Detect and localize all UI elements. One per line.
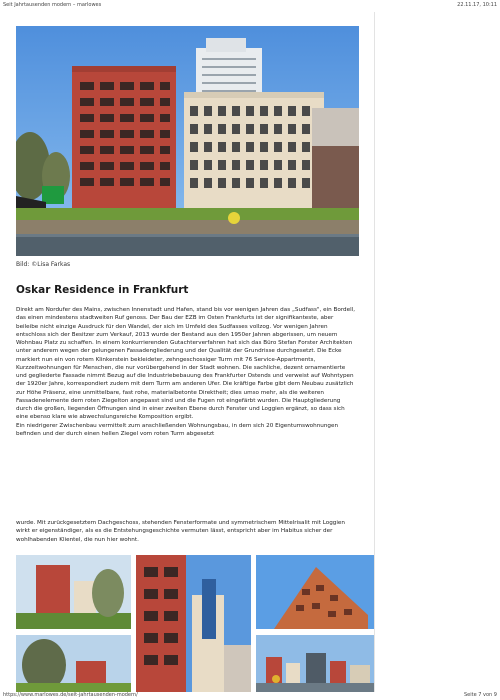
paragraph: Ein niedrigerer Zwischenbau vermittelt zum anschließenden Wohnungsbau, in dem sich 20 Eigentumswohnungen befinden und der durch einen hellen Ziegel vom roten Turm abgesetzt xyxy=(16,422,339,437)
article-body-continued: wurde. Mit zurückgesetztem Dachgeschoss, stehenden Fensterformate und symmetrischem Mittelrisalit mit Loggien wirkt er eigenständiger, als es die Entstehungsgeschichte vermuten lässt, entspricht aber im Habitus sicher der wohlhabenden Klientel, die nun hier wohnt. xyxy=(16,520,345,543)
print-footer-page: Seite 7 von 9 xyxy=(464,692,497,698)
article-page xyxy=(8,12,375,692)
gallery-photo[interactable] xyxy=(16,555,131,629)
gallery-photo[interactable] xyxy=(136,555,251,692)
print-footer xyxy=(0,690,500,700)
print-header xyxy=(0,0,500,10)
print-header-datetime: 22.11.17, 10:11 xyxy=(457,2,497,8)
gallery-photo[interactable] xyxy=(256,555,374,629)
article-body xyxy=(16,306,356,438)
paragraph: Direkt am Nordufer des Mains, zwischen Innenstadt und Hafen, stand bis vor wenigen Jahren das „Sudfass", ein Bordell, das einen mindestens stadtweiten Ruf genoss. Der Bau der EZB im Osten Frankfurts ist der signifikanteste, aber beileibe nicht einzige Ausdruck für den Wandel, der sich im Umfeld des Sudfasses vollzog. Vor wenigen Jahren entschloss sich der Besitzer zum Verkauf, 2013 wurde der Bestand aus den 1950er Jahren abgerissen, um neuem Wohnbau Platz zu schaffen. In einem konkurrierenden Gutachterverfahren hat sich das Büro Stefan Forster Architekten unter anderem wegen der gelungenen Fassadengliederung und der Qualität der Grundrisse durchgesetzt. Die Ecke markiert nun ein von rotem Klinkerstein bekleideter, zehngeschossiger Turm mit 76 Service-Appartments, Kurzzeitwohnungen für Menschen, die nur vorübergehend in der Stadt wohnen. Die sachliche, dezent ornamentierte und gegliederte Fassade nimmt Bezug auf die Industriebebauung des Frankfurter Ostends und verweist auf Wohntypen der 1920er Jahre, korrespondiert zudem mit dem Turm am anderen Ufer. Die kräftige Farbe gibt dem Neubau zusätzlich zur Höhe Präsenz, eine unmittelbare, fast rohe, materialbetonte Direktheit; dies umso mehr, als die weiteren Fassadenelemente dem roten Ziegelton angepasst sind und die Fugen rot eingefärbt wurden. Die Hauptgliederung durch die großen, liegenden Öffnungen sind in einer zweiten Ebene durch Fenster und Loggien ergänzt, so dass sich eine ebenso klare wie abwechslungsreiche Komposition ergibt. xyxy=(16,307,356,421)
print-footer-url: https://www.marlowes.de/seit-jahrtausenden-modern/ xyxy=(3,692,138,698)
hero-photo xyxy=(16,26,359,256)
article-title: Oskar Residence in Frankfurt xyxy=(16,284,189,296)
gallery-photo[interactable] xyxy=(16,635,131,692)
print-header-title: Seit Jahrtausenden modern – marlowes xyxy=(3,2,102,8)
gallery-photo[interactable] xyxy=(256,635,374,692)
photo-caption: Bild: ©Lisa Farkas xyxy=(16,261,71,268)
